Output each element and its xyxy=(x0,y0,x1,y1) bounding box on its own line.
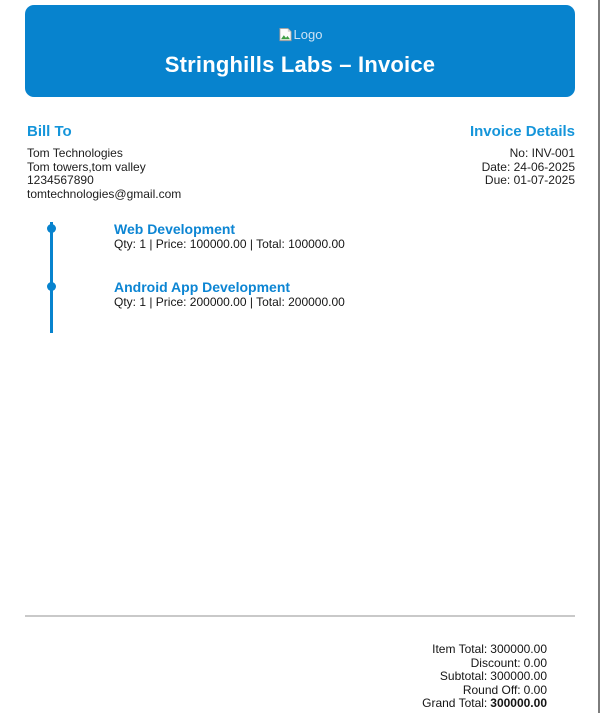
bill-to-company: Tom Technologies xyxy=(27,146,123,160)
total-value: 0.00 xyxy=(523,682,547,697)
bill-to-phone: 1234567890 xyxy=(27,173,94,187)
total-row-round-off xyxy=(422,684,547,698)
bill-to-section xyxy=(27,123,181,201)
invoice-item xyxy=(114,280,470,309)
broken-image-icon xyxy=(278,27,293,42)
invoice-date: Date: 24-06-2025 xyxy=(481,159,575,174)
totals-section xyxy=(422,643,547,711)
timeline-dot-icon xyxy=(47,282,56,291)
total-row-subtotal xyxy=(422,670,547,684)
invoice-item xyxy=(114,222,470,251)
invoice-details-heading: Invoice Details xyxy=(469,123,575,140)
item-title: Android App Development xyxy=(114,279,291,295)
grand-total-value: 300000.00 xyxy=(490,696,547,710)
total-value: 300000.00 xyxy=(490,669,547,683)
total-row-discount xyxy=(422,657,547,671)
invoice-due-date: Due: 01-07-2025 xyxy=(484,173,575,187)
total-label: Discount: xyxy=(470,655,521,670)
total-value: 0.00 xyxy=(523,655,547,670)
invoice-details-section xyxy=(470,123,575,188)
items-timeline xyxy=(50,222,470,333)
logo xyxy=(278,26,323,42)
timeline-dot-icon xyxy=(47,224,56,233)
total-value: 300000.00 xyxy=(490,642,547,656)
item-title: Web Development xyxy=(114,221,236,237)
total-label: Grand Total: xyxy=(422,696,488,710)
item-details: Qty: 1 | Price: 200000.00 | Total: 200000.00 xyxy=(114,295,345,309)
divider-line xyxy=(25,615,575,617)
total-label: Subtotal: xyxy=(439,669,488,683)
page-right-border xyxy=(598,0,600,713)
invoice-header xyxy=(25,5,575,97)
bill-to-address: Tom towers,tom valley xyxy=(27,159,146,174)
logo-alt-text: Logo xyxy=(293,26,323,42)
invoice-number: No: INV-001 xyxy=(509,146,575,160)
total-row-grand-total xyxy=(422,697,547,711)
total-row-item-total xyxy=(422,643,547,657)
total-label: Item Total: xyxy=(432,642,488,656)
bill-to-email: tomtechnologies@gmail.com xyxy=(27,186,182,201)
invoice-title: Stringhills Labs – Invoice xyxy=(164,51,436,77)
item-details: Qty: 1 | Price: 100000.00 | Total: 100000.00 xyxy=(114,237,345,251)
total-label: Round Off: xyxy=(462,682,521,697)
bill-to-heading: Bill To xyxy=(27,123,72,140)
